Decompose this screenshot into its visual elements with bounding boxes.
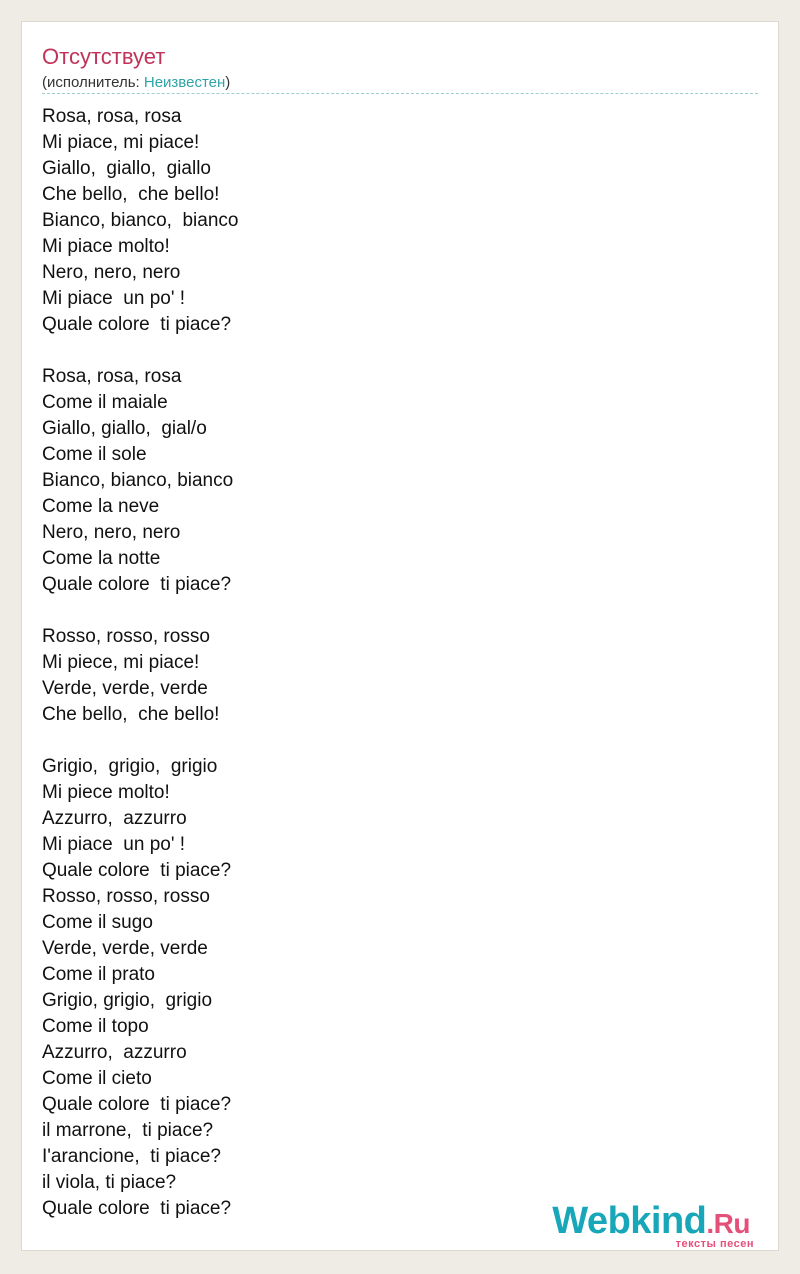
lyric-line: Quale colore ti piace? bbox=[42, 314, 232, 335]
lyric-line: Quale colore ti piace? bbox=[42, 860, 232, 881]
lyric-line: I'arancione, ti piace? bbox=[42, 1146, 221, 1167]
lyric-line: Quale colore ti piace? bbox=[42, 574, 232, 595]
artist-suffix: ) bbox=[225, 74, 231, 91]
lyrics-card bbox=[21, 21, 779, 1251]
lyric-line: Quale colore ti piace? bbox=[42, 1198, 232, 1219]
lyric-line: Come la neve bbox=[42, 496, 160, 517]
lyric-line: Mi piece molto! bbox=[42, 782, 170, 803]
lyric-line: Nero, nero, nero bbox=[42, 262, 181, 283]
lyric-line bbox=[42, 728, 238, 754]
lyric-line: Bianco, bianco, bianco bbox=[42, 210, 239, 231]
lyric-line: Nero, nero, nero bbox=[42, 522, 181, 543]
logo-main-text: Webkind bbox=[552, 1200, 707, 1242]
lyric-line: Azzurro, azzurro bbox=[42, 1042, 187, 1063]
lyric-line: Come il sugo bbox=[42, 912, 153, 933]
lyric-line: Mi piace, mi piace! bbox=[42, 132, 200, 153]
artist-link[interactable]: Неизвестен bbox=[143, 74, 226, 91]
lyric-line: Mi piace un po' ! bbox=[42, 834, 186, 855]
lyric-line: il marrone, ti piace? bbox=[42, 1120, 214, 1141]
lyric-line: Verde, verde, verde bbox=[42, 938, 208, 959]
artist-prefix: (исполнитель: bbox=[42, 74, 144, 91]
lyric-line: Grigio, grigio, grigio bbox=[42, 990, 213, 1011]
lyric-line: Azzurro, azzurro bbox=[42, 808, 187, 829]
lyric-line: Che bello, che bello! bbox=[42, 184, 220, 205]
lyric-line: Rosa, rosa, rosa bbox=[42, 366, 182, 387]
lyric-line: Come il prato bbox=[42, 964, 155, 985]
lyric-line: Grigio, grigio, grigio bbox=[42, 756, 218, 777]
lyric-line: il viola, ti piace? bbox=[42, 1172, 177, 1193]
lyric-line: Mi piece, mi piace! bbox=[42, 652, 200, 673]
lyric-line: Che bello, che bello! bbox=[42, 704, 220, 725]
lyric-line: Mi piace molto! bbox=[42, 236, 170, 257]
lyric-line: Verde, verde, verde bbox=[42, 678, 208, 699]
lyric-line: Come la notte bbox=[42, 548, 161, 569]
lyrics-text bbox=[42, 104, 238, 1222]
lyric-line: Come il sole bbox=[42, 444, 147, 465]
lyric-line: Come il topo bbox=[42, 1016, 149, 1037]
lyric-line: Quale colore ti piace? bbox=[42, 1094, 232, 1115]
lyric-line: Giallo, giallo, giallo bbox=[42, 158, 211, 179]
artist-line bbox=[42, 72, 230, 94]
lyric-line: Mi piace un po' ! bbox=[42, 288, 186, 309]
title-divider bbox=[42, 93, 758, 94]
lyric-line bbox=[42, 338, 238, 364]
lyric-line: Bianco, bianco, bianco bbox=[42, 470, 234, 491]
song-title: Отсутствует bbox=[42, 44, 166, 69]
lyric-line: Rosso, rosso, rosso bbox=[42, 886, 210, 907]
lyric-line: Rosso, rosso, rosso bbox=[42, 626, 210, 647]
logo-tld: .Ru bbox=[706, 1208, 750, 1239]
lyric-line: Come il maiale bbox=[42, 392, 168, 413]
lyric-line bbox=[42, 598, 238, 624]
logo-subtitle: тексты песен bbox=[675, 1238, 754, 1250]
lyric-line: Rosa, rosa, rosa bbox=[42, 106, 182, 127]
lyric-line: Come il cieto bbox=[42, 1068, 152, 1089]
lyric-line: Giallo, giallo, gial/o bbox=[42, 418, 207, 439]
